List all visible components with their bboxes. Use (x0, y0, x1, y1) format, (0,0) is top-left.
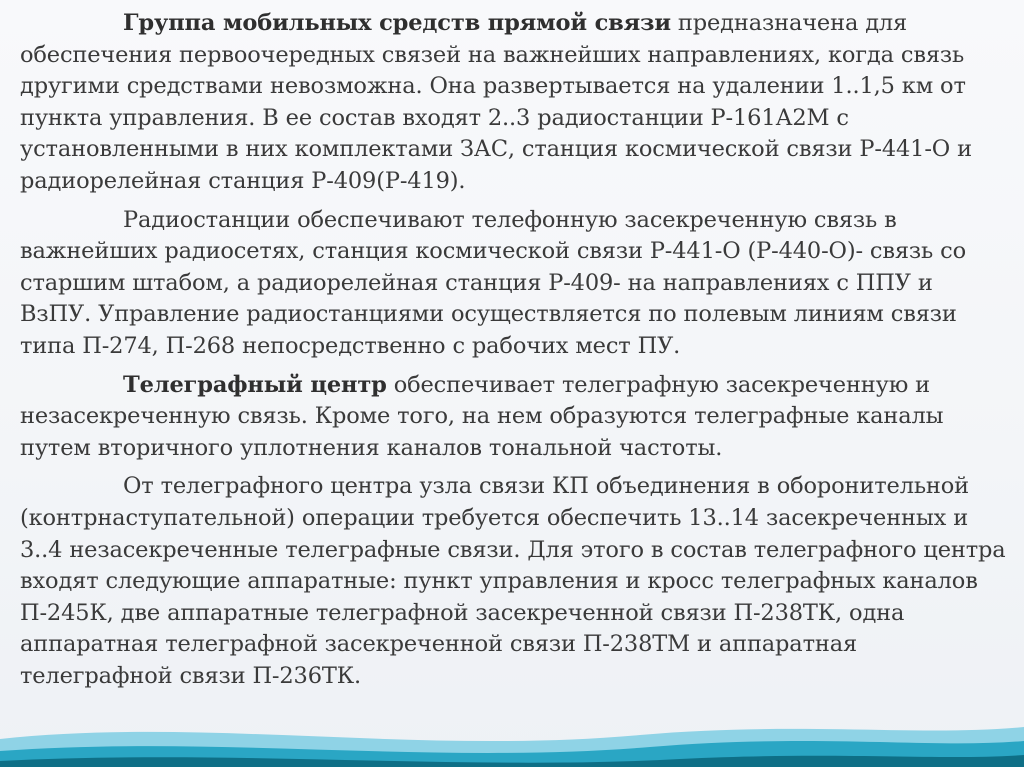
document-body (20, 8, 1010, 692)
paragraph-bold-lead: Группа мобильных средств прямой связи (123, 10, 671, 36)
paragraph-text: обеспечивает телеграфную засекреченную и незасекреченную связь. Кроме того, на нем образуются телеграфные каналы путем вторичного уплотнения каналов тональной частоты. (20, 371, 944, 461)
paragraph-telegraph-requirements (20, 471, 1010, 692)
paragraph-text: предназначена для обеспечения первоочередных связей на важнейших направлениях, когда связь другими средствами невозможна. Она развертывается на удалении 1..1,5 км от пункта управления. В ее состав входят 2..3 радиостанции Р-161А2М с установленными в них комплектами ЗАС, станция космической связи Р-441-О и радиорелейная станция Р-409(Р-419). (20, 10, 972, 194)
paragraph-radio-stations (20, 205, 1010, 363)
paragraph-text: Радиостанции обеспечивают телефонную засекреченную связь в важнейших радиосетях, станция космической связи Р-441-О (Р-440-О)- связь со старшим штабом, а радиорелейная станция Р-409- на направлениях с ППУ и ВзПУ. Управление радиостанциями осуществляется по полевым линиям связи типа П-274, П-268 непосредственно с рабочих мест ПУ. (20, 206, 966, 359)
paragraph-telegraph-center (20, 370, 1010, 465)
paragraph-bold-lead: Телеграфный центр (123, 371, 387, 398)
paragraph-mobile-means (20, 8, 1010, 198)
paragraph-text: От телеграфного центра узла связи КП объединения в оборонительной (контрнаступательной) операции требуется обеспечить 13..14 засекреченных и 3..4 незасекреченные телеграфные связи. Для этого в состав телеграфного центра входят следующие аппаратные: пункт управления и кросс телеграфных каналов П-245К, две аппаратные телеграфной засекреченной связи П-238ТК, одна аппаратная телеграфной засекреченной связи П-238ТМ и аппаратная телеграфной связи П-236ТК. (20, 473, 1006, 689)
